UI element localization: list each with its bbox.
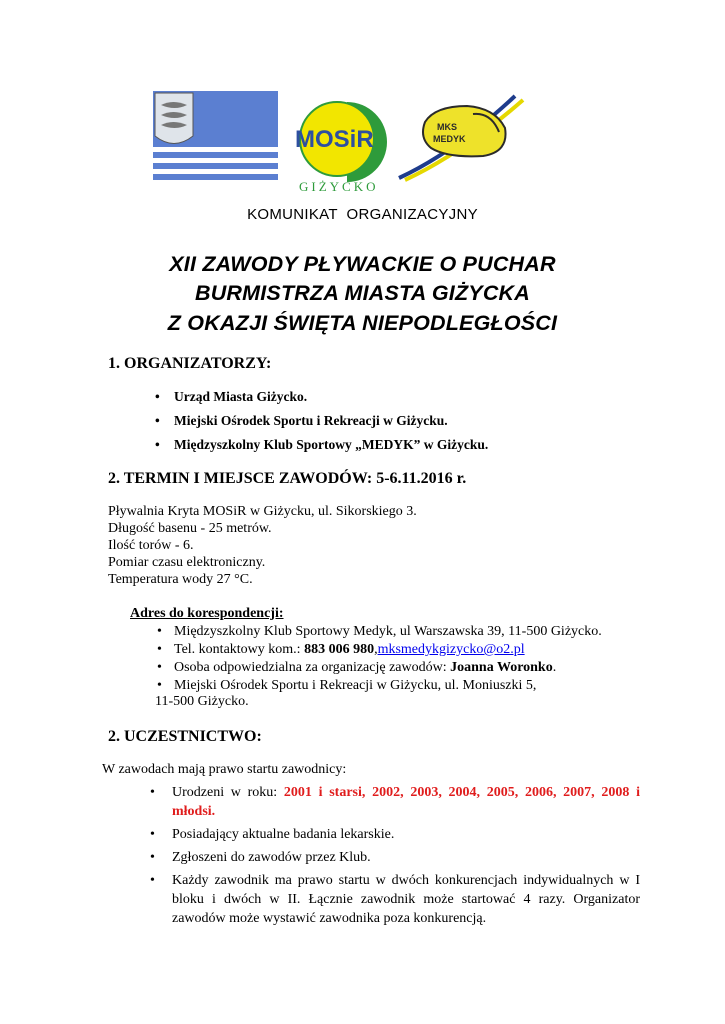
title-line-2: BURMISTRZA MIASTA GIŻYCKA <box>194 281 531 305</box>
participant-item <box>150 783 640 821</box>
separator: , <box>374 642 378 657</box>
birth-years: 2001 i starsi, 2002, 2003, 2004, 2005, 2006, 2007, 2008 i młodsi. <box>172 785 640 819</box>
mks-medyk-logo <box>395 92 533 182</box>
title-line-1: XII ZAWODY PŁYWACKIE O PUCHAR <box>169 252 556 276</box>
address-list <box>157 624 602 712</box>
address-item: • Międzyszkolny Klub Sportowy Medyk, ul Warszawska 39, 11-500 Giżycko. <box>157 624 602 642</box>
contact-person-item <box>157 660 602 678</box>
participant-item: • Posiadający aktualne badania lekarskie. <box>150 825 640 844</box>
mosir-logo <box>285 99 397 194</box>
organizers-heading: 1. ORGANIZATORZY: <box>108 355 272 372</box>
participant-item: • Każdy zawodnik ma prawo startu w dwóch konkurencjach indywidualnych w I bloku i dwóch w II. Łącznie zawodnik może startować 4 razy. Organizator zawodów może wystawić zawodnika poza konkurencją. <box>150 871 640 928</box>
organizer-item: • Międzyszkolny Klub Sportowy „MEDYK” w Giżycku. <box>155 437 488 461</box>
organizers-list <box>155 389 488 461</box>
phone-number: 883 006 980 <box>304 642 375 657</box>
mks-medyk-logo-line2: MEDYK <box>433 134 466 144</box>
phone-email-item <box>157 642 602 660</box>
organizer-item: • Urząd Miasta Giżycko. <box>155 389 488 413</box>
participants-lead: W zawodach mają prawo startu zawodnicy: <box>102 762 347 777</box>
email-link[interactable]: mksmedykgizycko@o2.pl <box>377 642 525 657</box>
venue-line: Ilość torów - 6. <box>108 538 194 553</box>
venue-line: Pomiar czasu elektroniczny. <box>108 555 266 570</box>
title-line-3: Z OKAZJI ŚWIĘTA NIEPODLEGŁOŚCI <box>167 311 558 335</box>
participants-list <box>150 783 640 932</box>
participant-item: • Zgłoszeni do zawodów przez Klub. <box>150 848 640 867</box>
birth-year-label: Urodzeni w roku: <box>172 785 284 800</box>
mks-medyk-logo-line1: MKS <box>437 122 457 132</box>
mosir-logo-text: MOSiR <box>295 126 374 153</box>
contact-person-name: Joanna Woronko <box>450 660 553 675</box>
mosir-address-item <box>157 678 602 712</box>
mosir-address-line2: 11-500 Giżycko. <box>155 694 249 709</box>
venue-line: Pływalnia Kryta MOSiR w Giżycku, ul. Sikorskiego 3. <box>108 504 417 519</box>
phone-label: Tel. kontaktowy kom.: <box>174 642 305 657</box>
gizycko-crest-logo <box>153 91 278 185</box>
venue-line: Długość basenu - 25 metrów. <box>108 521 272 536</box>
period: . <box>552 660 557 675</box>
venue-line: Temperatura wody 27 °C. <box>108 572 253 587</box>
mosir-address-line1: • Miejski Ośrodek Sportu i Rekreacji w Giżycku, ul. Moniuszki 5, <box>174 678 537 693</box>
document-type-label: KOMUNIKAT ORGANIZACYJNY <box>247 206 478 223</box>
address-heading: Adres do korespondencji: <box>130 606 284 621</box>
contact-person-label: Osoba odpowiedzialna za organizację zawodów: <box>174 660 451 675</box>
organizer-item: • Miejski Ośrodek Sportu i Rekreacji w Giżycku. <box>155 413 488 437</box>
participants-heading: 2. UCZESTNICTWO: <box>108 728 262 745</box>
mosir-logo-city: GIŻYCKO <box>299 179 379 194</box>
venue-heading: 2. TERMIN I MIEJSCE ZAWODÓW: 5-6.11.2016 r. <box>108 470 467 487</box>
